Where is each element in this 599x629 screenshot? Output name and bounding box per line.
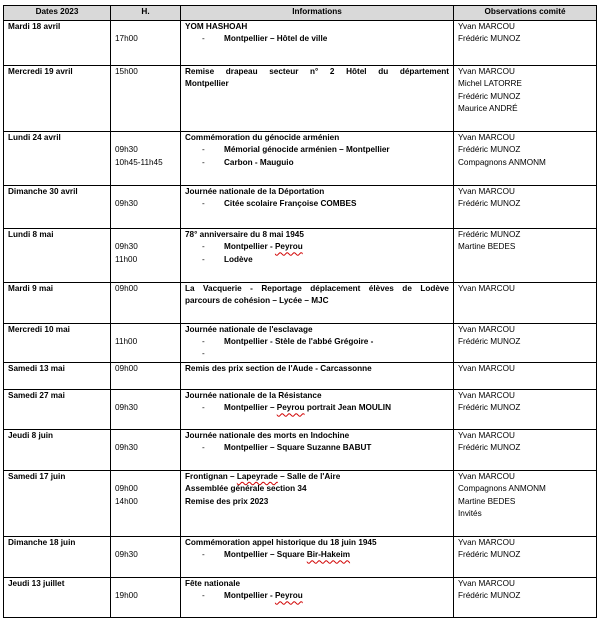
observer-name: Frédéric MUNOZ xyxy=(458,337,521,347)
header-obs: Observations comité xyxy=(454,6,597,21)
event-title: Commémoration appel historique du 18 juin 1945 xyxy=(185,538,377,547)
row-date: Mercredi 10 mai xyxy=(4,324,111,363)
event-location: - Mémorial génocide arménien – Montpellier xyxy=(202,145,390,155)
event-title: 78° anniversaire du 8 mai 1945 xyxy=(185,230,304,239)
observer-name: Yvan MARCOU xyxy=(458,391,515,400)
table-header xyxy=(4,6,597,21)
table-row xyxy=(4,430,597,471)
event-location: - Citée scolaire Françoise COMBES xyxy=(202,199,357,209)
table-row xyxy=(4,186,597,229)
time-value: 09h30 xyxy=(115,550,138,560)
time-value: 09h00 xyxy=(115,284,138,293)
row-info xyxy=(181,471,454,537)
row-times xyxy=(111,537,181,578)
location-text: Montpellier - xyxy=(224,242,275,252)
location-text-misspelled: Bir-Hakeim xyxy=(306,550,351,560)
time-value: 11h00 xyxy=(115,254,138,264)
row-times xyxy=(111,66,181,132)
row-info xyxy=(181,21,454,66)
row-date: Lundi 8 mai xyxy=(4,229,111,283)
time-value: 09h00 xyxy=(115,484,138,494)
location-text: Montpellier - Stèle de l'abbé Grégoire - xyxy=(224,337,374,347)
location-text: Montpellier – Hôtel de ville xyxy=(224,34,328,44)
event-title: Montpellier xyxy=(185,79,229,89)
location-text: Montpellier – Square Suzanne BABUT xyxy=(224,443,372,453)
event-title: parcours de cohésion – Lycée – MJC xyxy=(185,296,329,306)
observer-name: Yvan MARCOU xyxy=(458,364,515,373)
row-date: Samedi 17 juin xyxy=(4,471,111,537)
location-text-misspelled: Peyrou xyxy=(274,242,303,252)
time-value: 17h00 xyxy=(115,34,138,44)
row-observers xyxy=(454,430,597,471)
row-times xyxy=(111,390,181,430)
row-times xyxy=(111,324,181,363)
event-title xyxy=(185,471,449,483)
observer-name: Frédéric MUNOZ xyxy=(458,550,521,560)
time-value: 09h30 xyxy=(115,403,138,413)
row-date: Mardi 18 avril xyxy=(4,21,111,66)
event-title-misspelled: Lapeyrade xyxy=(236,472,278,481)
observer-name: Compagnons ANMONM xyxy=(458,157,546,167)
event-location: - Montpellier - Peyrou xyxy=(202,591,303,601)
table-row xyxy=(4,471,597,537)
row-info xyxy=(181,363,454,390)
row-observers xyxy=(454,471,597,537)
row-info xyxy=(181,430,454,471)
row-observers xyxy=(454,578,597,618)
event-location: - Carbon - Mauguio xyxy=(202,157,294,167)
table-row xyxy=(4,132,597,186)
row-date: Samedi 27 mai xyxy=(4,390,111,430)
row-date: Mercredi 19 avril xyxy=(4,66,111,132)
row-date: Jeudi 13 juillet xyxy=(4,578,111,618)
event-location: - Montpellier – Hôtel de ville xyxy=(202,34,328,44)
event-title: Journée nationale des morts en Indochine xyxy=(185,431,350,440)
row-info xyxy=(181,132,454,186)
event-title-text: – Salle de l'Aire xyxy=(277,472,341,481)
header-info: Informations xyxy=(181,6,454,21)
observer-name: Yvan MARCOU xyxy=(458,67,515,76)
location-text: Montpellier – xyxy=(224,403,277,413)
event-title: Journée nationale de la Déportation xyxy=(185,187,325,196)
table-row xyxy=(4,21,597,66)
event-detail: Assemblée générale section 34 xyxy=(185,484,307,494)
event-location: - Montpellier – Square Suzanne BABUT xyxy=(202,443,372,453)
observer-name: Martine BEDES xyxy=(458,242,516,252)
row-observers xyxy=(454,390,597,430)
time-value: 09h00 xyxy=(115,364,138,373)
time-value: 09h30 xyxy=(115,443,138,453)
row-observers xyxy=(454,537,597,578)
observer-name: Yvan MARCOU xyxy=(458,284,515,293)
row-times xyxy=(111,132,181,186)
observer-name: Frédéric MUNOZ xyxy=(458,199,521,209)
location-text: Citée scolaire Françoise COMBES xyxy=(224,199,357,209)
time-value: 11h00 xyxy=(115,337,138,347)
event-location: - Lodève xyxy=(202,254,253,264)
event-title: Fête nationale xyxy=(185,579,241,588)
row-times xyxy=(111,283,181,324)
observer-name: Yvan MARCOU xyxy=(458,579,515,588)
event-title: Journée nationale de la Résistance xyxy=(185,391,322,400)
observer-name: Yvan MARCOU xyxy=(458,325,515,334)
time-value: 14h00 xyxy=(115,496,138,506)
header-date: Dates 2023 xyxy=(4,6,111,21)
event-title: Remis des prix section de l'Aude - Carcassonne xyxy=(185,364,372,373)
row-info xyxy=(181,283,454,324)
event-location: - Montpellier – Square Bir-Hakeim xyxy=(202,550,351,560)
location-text: portrait Jean MOULIN xyxy=(304,403,391,413)
event-location: - xyxy=(202,348,205,358)
header-time: H. xyxy=(111,6,181,21)
row-date: Samedi 13 mai xyxy=(4,363,111,390)
observer-name: Frédéric MUNOZ xyxy=(458,591,521,601)
row-date: Mardi 9 mai xyxy=(4,283,111,324)
table-row xyxy=(4,324,597,363)
row-observers xyxy=(454,363,597,390)
schedule-table xyxy=(3,5,597,618)
observer-name: Yvan MARCOU xyxy=(458,187,515,196)
event-location: - Montpellier - Peyrou xyxy=(202,242,303,252)
row-observers xyxy=(454,66,597,132)
observer-name: Maurice ANDRÉ xyxy=(458,104,518,114)
table-row xyxy=(4,283,597,324)
observer-name: Martine BEDES xyxy=(458,496,516,506)
row-date: Dimanche 18 juin xyxy=(4,537,111,578)
time-value: 19h00 xyxy=(115,591,138,601)
row-observers xyxy=(454,283,597,324)
observer-name: Yvan MARCOU xyxy=(458,22,515,31)
event-title-text: Frontignan – xyxy=(185,472,237,481)
time-value: 15h00 xyxy=(115,67,138,76)
observer-name: Yvan MARCOU xyxy=(458,133,515,142)
row-observers xyxy=(454,132,597,186)
event-location: - Montpellier – Peyrou portrait Jean MOULIN xyxy=(202,403,391,413)
row-info xyxy=(181,229,454,283)
row-observers xyxy=(454,186,597,229)
row-info xyxy=(181,578,454,618)
row-info xyxy=(181,66,454,132)
event-title: Journée nationale de l'esclavage xyxy=(185,325,313,334)
row-times xyxy=(111,186,181,229)
table-row xyxy=(4,363,597,390)
row-date: Dimanche 30 avril xyxy=(4,186,111,229)
row-observers xyxy=(454,229,597,283)
event-location: - Montpellier - Stèle de l'abbé Grégoire - xyxy=(202,337,374,347)
location-text-misspelled: Peyrou xyxy=(276,403,305,413)
row-times xyxy=(111,471,181,537)
table-body xyxy=(4,21,597,618)
table-row xyxy=(4,537,597,578)
observer-name: Yvan MARCOU xyxy=(458,431,515,440)
observer-name: Yvan MARCOU xyxy=(458,538,515,547)
table-row xyxy=(4,390,597,430)
time-value: 09h30 xyxy=(115,242,138,252)
time-value: 09h30 xyxy=(115,145,138,155)
location-text: Montpellier – Square xyxy=(224,550,307,560)
location-text-misspelled: Peyrou xyxy=(274,591,303,601)
observer-name: Frédéric MUNOZ xyxy=(458,443,521,453)
row-info xyxy=(181,390,454,430)
row-times xyxy=(111,430,181,471)
location-text: Montpellier - xyxy=(224,591,275,601)
observer-name: Compagnons ANMONM xyxy=(458,484,546,494)
schedule-sheet xyxy=(3,5,596,618)
event-title: Commémoration du génocide arménien xyxy=(185,133,340,142)
table-row xyxy=(4,66,597,132)
table-row xyxy=(4,229,597,283)
location-text: Mémorial génocide arménien – Montpellier xyxy=(224,145,390,155)
observer-name: Frédéric MUNOZ xyxy=(458,403,521,413)
row-info xyxy=(181,324,454,363)
observer-name: Michel LATORRE xyxy=(458,79,522,89)
row-observers xyxy=(454,324,597,363)
header-row xyxy=(4,6,597,21)
row-info xyxy=(181,537,454,578)
event-title: La Vacquerie - Reportage déplacement élèves de Lodève xyxy=(185,284,449,293)
row-times xyxy=(111,229,181,283)
observer-name: Frédéric MUNOZ xyxy=(458,34,521,44)
time-value: 10h45-11h45 xyxy=(115,157,163,167)
observer-name: Invités xyxy=(458,509,482,519)
row-date: Jeudi 8 juin xyxy=(4,430,111,471)
row-times xyxy=(111,21,181,66)
observer-name: Frédéric MUNOZ xyxy=(458,145,521,155)
location-text: Carbon - Mauguio xyxy=(224,157,294,167)
event-title: Remise drapeau secteur n° 2 Hôtel du département xyxy=(185,67,449,76)
row-date: Lundi 24 avril xyxy=(4,132,111,186)
row-times xyxy=(111,363,181,390)
observer-name: Frédéric MUNOZ xyxy=(458,230,521,239)
row-times xyxy=(111,578,181,618)
row-observers xyxy=(454,21,597,66)
table-row xyxy=(4,578,597,618)
time-value: 09h30 xyxy=(115,199,138,209)
event-title: YOM HASHOAH xyxy=(185,22,248,31)
event-detail: Remise des prix 2023 xyxy=(185,496,269,506)
row-info xyxy=(181,186,454,229)
observer-name: Yvan MARCOU xyxy=(458,472,515,481)
location-text: Lodève xyxy=(224,254,253,264)
observer-name: Frédéric MUNOZ xyxy=(458,91,521,101)
